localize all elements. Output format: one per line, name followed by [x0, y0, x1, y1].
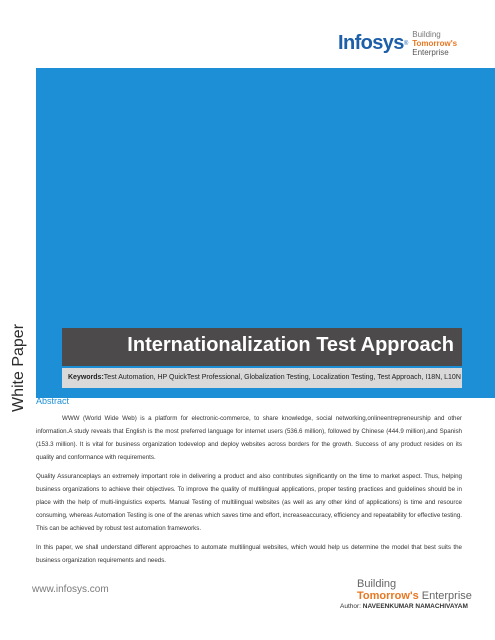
logo-tagline-line1: Building [412, 30, 441, 39]
logo-tagline-highlight: Tomorrow's [412, 39, 458, 48]
author-name: NAVEENKUMAR NAMACHIVAYAM [362, 603, 468, 610]
footer-tagline [357, 578, 472, 602]
logo-tagline [412, 30, 495, 57]
title-bar [62, 328, 462, 366]
keywords-text: Test Automation, HP QuickTest Professional, Globalization Testing, Localization Testing, Test Approach, I18N, L10N [103, 374, 461, 381]
abstract-heading: Abstract [36, 396, 70, 406]
logo-tagline-rest: Enterprise [412, 48, 449, 57]
footer-tagline-line1: Building [357, 578, 397, 590]
abstract-paragraph-3: In this paper, we shall understand different approaches to automate multilingual websites, which would help us determine the model that best suits the business organization requirements and needs. [36, 544, 462, 564]
author-line [340, 603, 468, 610]
author-label: Author: [340, 603, 363, 610]
footer-tagline-highlight: Tomorrow's [357, 590, 419, 602]
footer-website-link[interactable]: www.infosys.com [32, 584, 109, 595]
footer-tagline-rest: Enterprise [418, 590, 472, 602]
abstract-body [36, 412, 462, 573]
logo-tagline-line2 [412, 39, 495, 57]
footer-tagline-line2 [357, 590, 472, 602]
logo-wordmark: Infosys [338, 32, 404, 54]
document-title: Internationalization Test Approach [127, 334, 454, 356]
white-paper-label: White Paper [10, 323, 27, 412]
abstract-paragraph-1: WWW (World Wide Web) is a platform for electronic-commerce, to share knowledge, social networking,onlineentrepreneurship and other information.A study reveals that English is the most preferred language for internet users (536.6 million), followed by Chinese (444.9 million),and Spanish (153.3 million). It is vital for business organization todevelop and deploy websites across borders for the growth. Success of any product resides on its quality and conformance with requirements. [36, 415, 462, 461]
keywords-bar [62, 368, 462, 388]
keywords-label: Keywords: [68, 374, 104, 381]
abstract-paragraph-2: Quality Assuranceplays an extremely important role in delivering a product and also contributes significantly on the time to market aspect. Thus, helping business organizations to achieve their objectives. To improve the quality of multilingual applications, proper testing practices and guidelines should be in place with the help of multi-linguistics experts. Manual Testing of multilingual websites (as well as any other kind of applications) is time and resource consuming, whereas Automation Testing is one of the arenas which saves time and effort, increaseaccuracy, efficiency and repeatability for effective testing. This can be achieved by robust test automation frameworks. [36, 473, 462, 532]
infosys-logo [338, 30, 495, 57]
logo-registered-mark: ® [403, 40, 409, 47]
